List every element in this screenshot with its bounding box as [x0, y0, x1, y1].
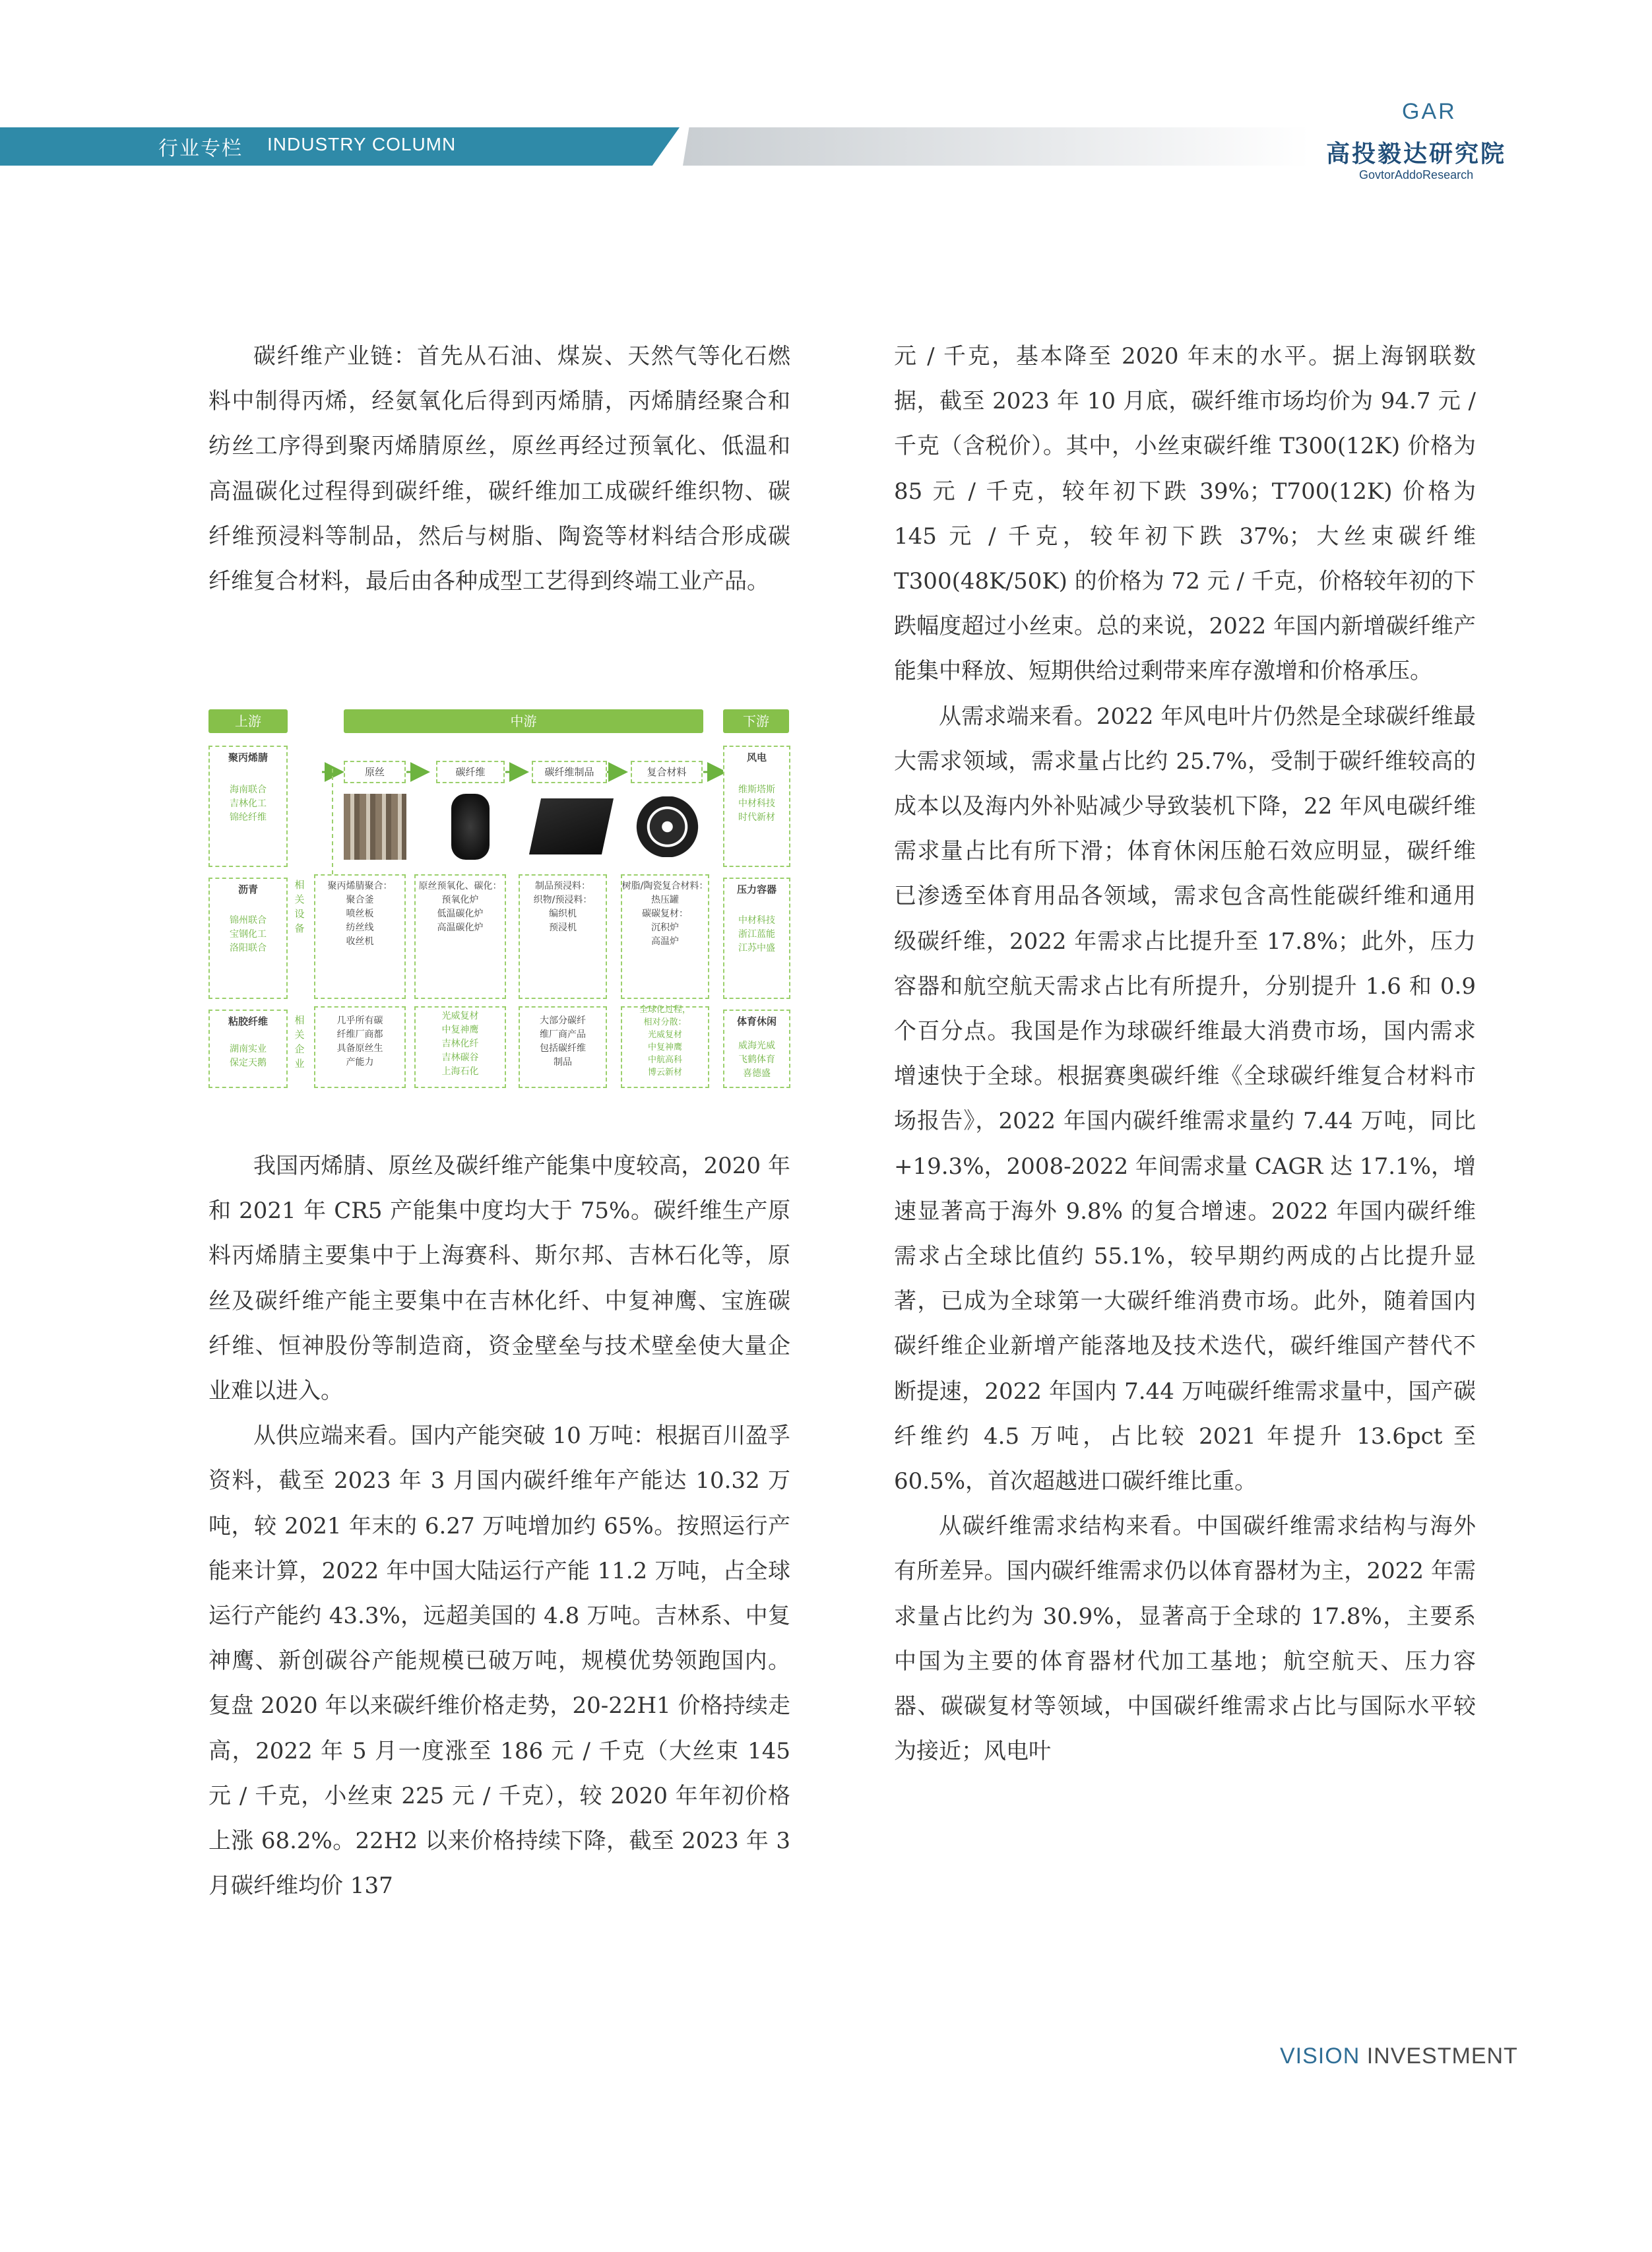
carbon-fiber-spool-image: [451, 794, 490, 860]
paragraph-supply-side: 从供应端来看。国内产能突破 10 万吨：根据百川盈孚资料，截至 2023 年 3 月国内碳纤维年产能达 10.32 万吨，较 2021 年末的 6.27 万吨增加约 65%。按照运行产能来计算，2022 年中国大陆运行产能 11.2 万吨，占全球运行产能约 43.3%，远超美国的 4.8 万吨。吉林系、中复神鹰、新创碳谷产能规模已破万吨，规模优势领跑国内。复盘 2020 年以来碳纤维价格走势，20-22H1 价格持续走高，2022 年 5 月一度涨至 186 元 / 千克（大丝束 145 元 / 千克，小丝束 225 元 / 千克），较 2020 年年初价格上涨 68.2%。22H2 以来价格持续下降，截至 2023 年 3 月碳纤维均价 137: [208, 1423, 790, 1900]
company-precursor-text: 几乎所有碳 纤维厂商都 具备原丝生 产能力: [336, 1015, 383, 1068]
downstream-pressure-label: 压力容器: [736, 884, 777, 895]
upstream-pitch-companies: 锦州联合 宝钢化工 洛阳联合: [230, 915, 267, 953]
equip-carbon-text: 原丝预氧化、碳化： 预氧化炉 低温碳化炉 高温碳化炉: [418, 881, 502, 933]
logo-abbr: GAR: [1402, 99, 1457, 124]
company-row-label: 相关企业: [294, 1014, 305, 1070]
composite-part-image: [636, 796, 699, 857]
logo-name-en: GovtorAddoResearch: [1359, 168, 1474, 181]
mid-precursor-tag: 原丝: [344, 761, 406, 783]
upstream-pan-companies: 海南联合 吉林化工 锦纶纤维: [230, 785, 267, 823]
downstream-sports-companies: 威海光威 飞鹤体育 喜德盛: [738, 1041, 775, 1079]
paragraph-price-continued: 元 / 千克，基本降至 2020 年末的水平。据上海钢联数据，截至 2023 年 10 月底，碳纤维市场均价为 94.7 元 / 千克（含税价）。其中，小丝束碳纤维 T300(12K) 价格为 85 元 / 千克，较年初下跌 39%；T700(12K) 价格为 145 元 / 千克，较年初下跌 37%；大丝束碳纤维 T300(48K/50K) 的价格为 72 元 / 千克，价格较年初的下跌幅度超过小丝束。总的来说，2022 年国内新增碳纤维产能集中释放、短期供给过剩带来库存激增和价格承压。: [894, 343, 1476, 685]
upstream-viscose-companies: 湖南实业 保定天鹅: [230, 1044, 267, 1068]
left-column-bottom: [208, 1143, 790, 1908]
industry-chain-diagram: [208, 709, 790, 1089]
stage-midstream: 中游: [344, 709, 703, 733]
right-column: [894, 334, 1476, 1774]
downstream-pressure-companies: 中材科技 浙江蓝能 江苏中盛: [738, 915, 775, 953]
downstream-sports-label: 体育休闲: [736, 1015, 777, 1027]
mid-products-tag: 碳纤维制品: [532, 761, 607, 783]
paragraph-industry-chain: 碳纤维产业链：首先从石油、煤炭、天然气等化石燃料中制得丙烯，经氨氧化后得到丙烯腈，丙烯腈经聚合和纺丝工序得到聚丙烯腈原丝，原丝再经过预氧化、低温和高温碳化过程得到碳纤维，碳纤维加工成碳纤维织物、碳纤维预浸料等制品，然后与树脂、陶瓷等材料结合形成碳纤维复合材料，最后由各种成型工艺得到终端工业产品。: [208, 343, 790, 595]
carbon-fabric-roll-image: [529, 798, 614, 854]
footer-brand: [1280, 2043, 1518, 2069]
upstream-viscose-label: 粘胶纤维: [228, 1015, 268, 1027]
paragraph-demand-side: 从需求端来看。2022 年风电叶片仍然是全球碳纤维最大需求领域，需求量占比约 25.7%，受制于碳纤维较高的成本以及海内外补贴减少导致装机下降，22 年风电碳纤维需求量占比有所下滑；体育休闲压舱石效应明显，碳纤维已渗透至体育用品各领域，需求包含高性能碳纤维和通用级碳纤维，2022 年需求占比提升至 17.8%；此外，压力容器和航空航天需求占比有所提升，分别提升 1.6 和 0.9 个百分点。我国是作为球碳纤维最大消费市场，国内需求增速快于全球。根据赛奥碳纤维《全球碳纤维复合材料市场报告》，2022 年国内碳纤维需求量约 7.44 万吨，同比 +19.3%，2008-2022 年间需求量 CAGR 达 17.1%，增速显著高于海外 9.8% 的复合增速。2022 年国内碳纤维需求占全球比值约 55.1%，较早期约两成的占比提升显著，已成为全球第一大碳纤维消费市场。此外，随着国内碳纤维企业新增产能落地及技术迭代，碳纤维国产替代不断提速，2022 年国内 7.44 万吨碳纤维需求量中，国产碳纤维约 4.5 万吨，占比较 2021 年提升 13.6pct 至 60.5%，首次超越进口碳纤维比重。: [894, 703, 1476, 1495]
company-products-text: 大部分碳纤 维厂商产品 包括碳纤维 制品: [540, 1015, 586, 1068]
company-composite-text: 全球化过程， 相对分散： 光威复材 中复神鹰 中航高科 博云新材: [639, 1005, 691, 1078]
upstream-pitch-label: 沥青: [238, 884, 258, 895]
header-grey-band: [683, 127, 1310, 166]
equipment-row-label: 相关设备: [294, 879, 305, 934]
column-title-cn: 行业专栏: [158, 137, 243, 160]
paragraph-capacity-concentration: 我国丙烯腈、原丝及碳纤维产能集中度较高，2020 年和 2021 年 CR5 产能集中度均大于 75%。碳纤维生产原料丙烯腈主要集中于上海赛科、斯尔邦、吉林石化等，原丝及碳纤维产能主要集中在吉林化纤、中复神鹰、宝旌碳纤维、恒神股份等制造商，资金壁垒与技术壁垒使大量企业难以进入。: [208, 1153, 790, 1405]
company-carbon-text: 光威复材 中复神鹰 吉林化纤 吉林碳谷 上海石化: [441, 1011, 479, 1077]
upstream-pan-label: 聚丙烯腈: [228, 752, 268, 763]
logo-name-cn: 高投毅达研究院: [1326, 141, 1507, 168]
precursor-spools-image: [344, 794, 406, 860]
mid-composite-tag: 复合材料: [631, 761, 703, 783]
mid-carbon-fiber-tag: 碳纤维: [436, 761, 505, 783]
downstream-wind-companies: 维斯塔斯 中材科技 时代新材: [738, 785, 775, 823]
equip-precursor-text: 聚丙烯腈聚合： 聚合釜 喷丝板 纺丝线 收丝机: [327, 881, 393, 947]
stage-upstream: 上游: [208, 709, 288, 733]
footer-investment: INVESTMENT: [1366, 2043, 1518, 2069]
downstream-wind-label: 风电: [746, 752, 767, 763]
equip-products-text: 制品预浸料： 织物/预浸料： 编织机 预浸机: [533, 881, 592, 933]
left-column-top: [208, 334, 790, 604]
equip-composite-text: 树脂/陶瓷复合材料： 热压罐 碳碳复材： 沉积炉 高温炉: [621, 881, 709, 947]
footer-vision: VISION: [1280, 2043, 1367, 2069]
column-title-en: INDUSTRY COLUMN: [267, 134, 457, 154]
stage-downstream: 下游: [723, 709, 789, 733]
paragraph-demand-structure: 从碳纤维需求结构来看。中国碳纤维需求结构与海外有所差异。国内碳纤维需求仍以体育器材为主，2022 年需求量占比约为 30.9%，显著高于全球的 17.8%，主要系中国为主要的体育器材代加工基地；航空航天、压力容器、碳碳复材等领域，中国碳纤维需求占比与国际水平较为接近；风电叶: [894, 1513, 1476, 1765]
